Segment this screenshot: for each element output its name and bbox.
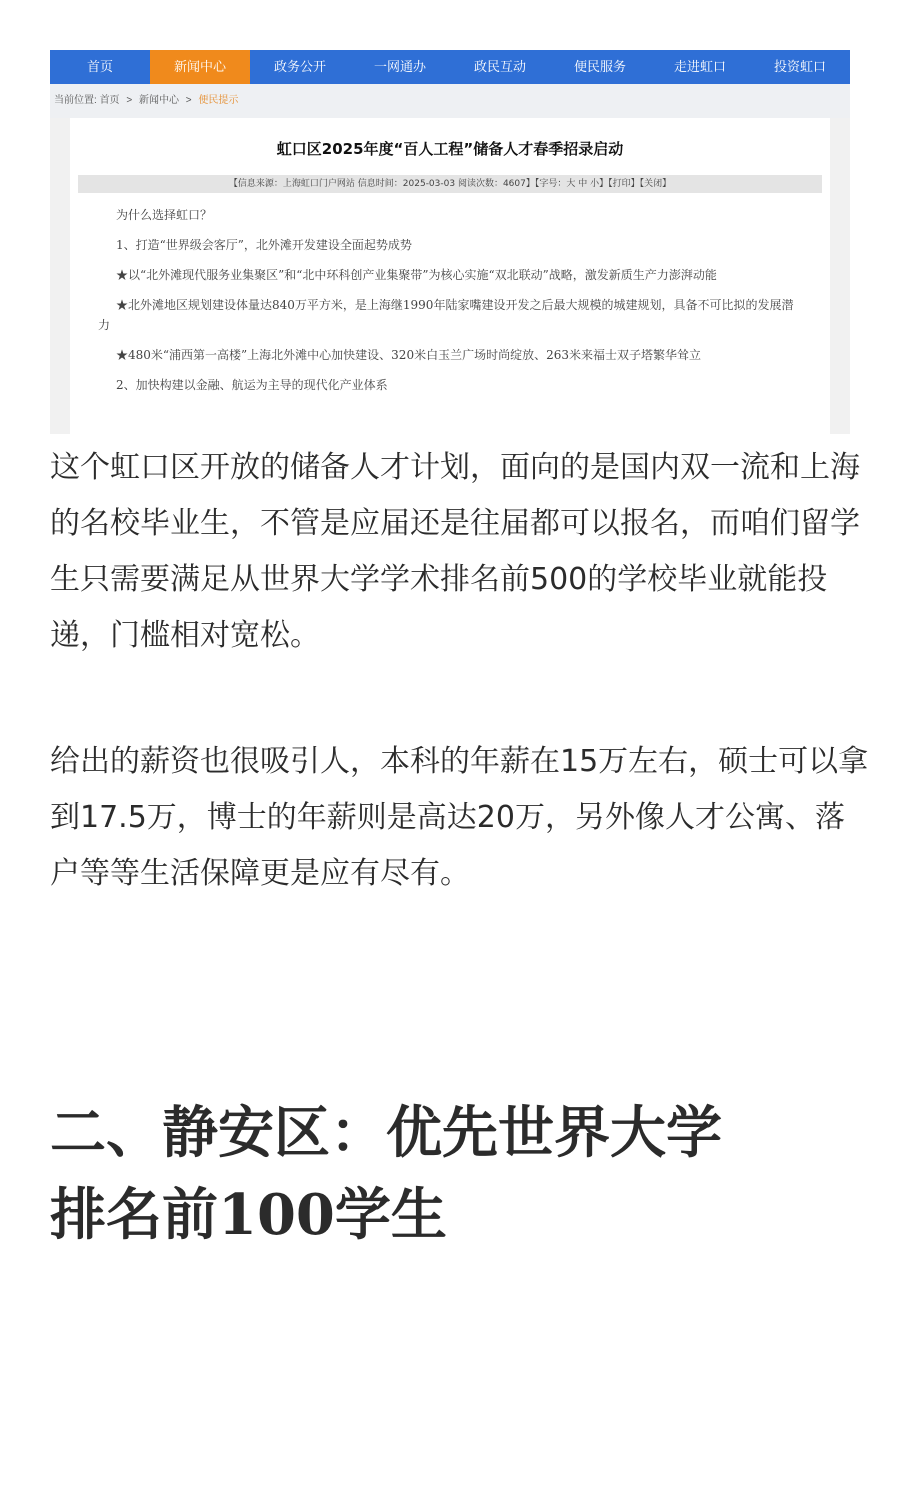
- paragraph-salary: 给出的薪资也很吸引人，本科的年薪在15万左右，硕士可以拿到17.5万，博士的年薪则是高达20万，另外像人才公寓、落户等等生活保障更是应有尽有。: [50, 744, 869, 891]
- article-line: 2、加快构建以金融、航运为主导的现代化产业体系: [116, 378, 388, 392]
- paragraph-intro: 这个虹口区开放的储备人才计划，面向的是国内双一流和上海的名校毕业生，不管是应届还是往届都可以报名，而咱们留学生只需要满足从世界大学学术排名前500的学校毕业就能投递，门槛相对宽松。: [50, 450, 860, 653]
- nav-item-one-net[interactable]: 一网通办: [373, 59, 426, 74]
- nav-item-about[interactable]: 走进虹口: [673, 59, 726, 74]
- article-body: [70, 193, 830, 395]
- nav-item-services[interactable]: 便民服务: [573, 59, 626, 74]
- nav-item-news[interactable]: 新闻中心: [150, 50, 250, 84]
- breadcrumb-separator: >: [185, 95, 192, 106]
- embedded-screenshot: [50, 50, 850, 434]
- nav-item-interaction[interactable]: 政民互动: [473, 59, 526, 74]
- article-line: ★以“北外滩现代服务业集聚区”和“北中环科创产业集聚带”为核心实施“双北联动”战略，激发新质生产力澎湃动能: [116, 268, 717, 282]
- article-meta: 【信息来源：上海虹口门户网站 信息时间：2025-03-03 阅读次数：4607】【字号：大 中 小】【打印】【关闭】: [78, 175, 822, 193]
- breadcrumb-current: 便民提示: [198, 95, 239, 106]
- breadcrumb: [50, 84, 850, 118]
- nav-item-invest[interactable]: 投资虹口: [773, 59, 826, 74]
- article-line: 为什么选择虹口？: [116, 208, 213, 222]
- breadcrumb-prefix: 当前位置:: [54, 95, 97, 106]
- article-line: ★北外滩地区规划建设体量达840万平方米，是上海继1990年陆家嘴建设开发之后最大规模的城建规划，具备不可比拟的发展潜力: [98, 298, 794, 332]
- article-line: ★480米“浦西第一高楼”上海北外滩中心加快建设、320米白玉兰广场时尚绽放、263米来福士双子塔繁华耸立: [116, 348, 701, 362]
- breadcrumb-news[interactable]: 新闻中心: [138, 95, 179, 106]
- article: [70, 118, 830, 434]
- site-nav: [50, 50, 850, 84]
- breadcrumb-separator: >: [126, 95, 133, 106]
- nav-item-government[interactable]: 政务公开: [273, 59, 326, 74]
- nav-item-home[interactable]: 首页: [86, 59, 113, 74]
- article-line: 1、打造“世界级会客厅”，北外滩开发建设全面起势成势: [116, 238, 412, 252]
- article-title: 虹口区2025年度“百人工程”储备人才春季招录启动: [276, 140, 624, 158]
- breadcrumb-home[interactable]: 首页: [99, 95, 120, 106]
- section-heading: 二、静安区：优先世界大学排名前100学生: [50, 1100, 722, 1248]
